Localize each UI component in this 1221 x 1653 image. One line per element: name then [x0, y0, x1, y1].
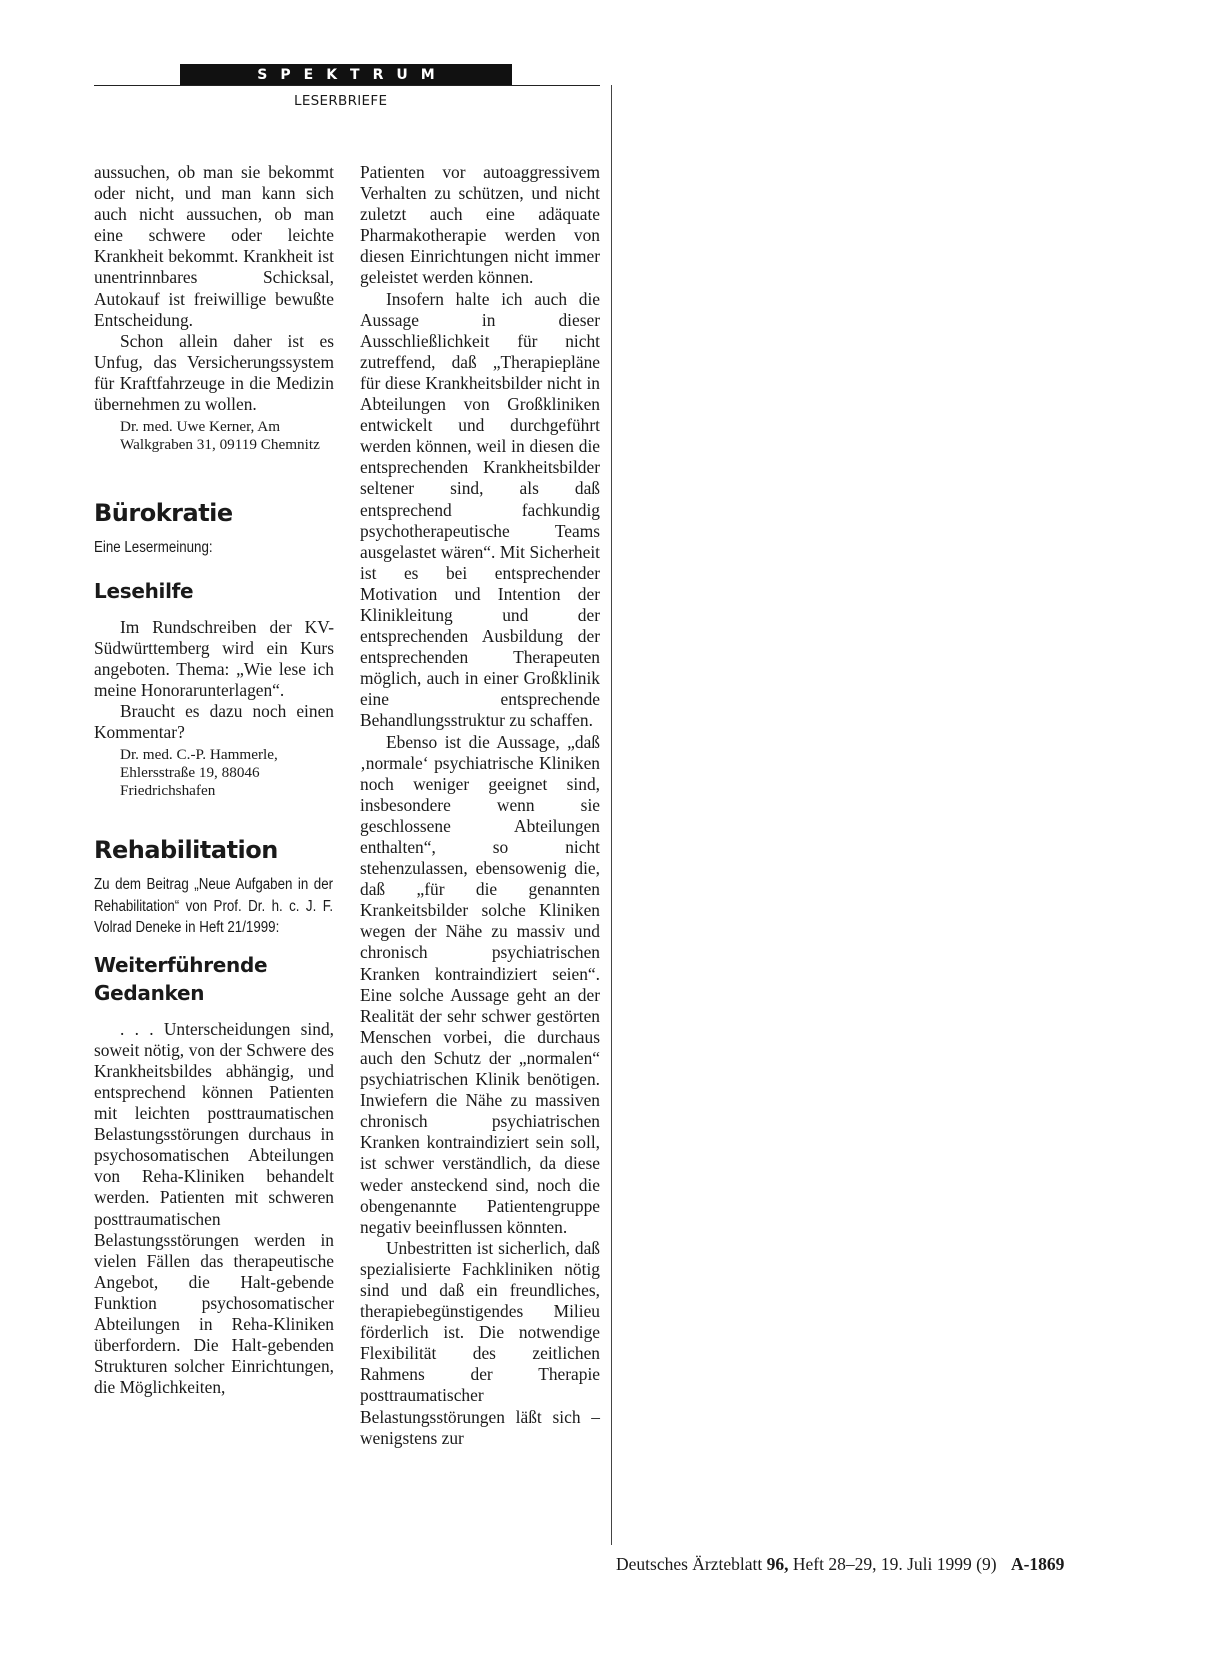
continuation-paragraph: Schon allein daher ist es Unfug, das Versicherungssystem für Kraftfahrzeuge in die Medizin übernehmen zu wollen.: [94, 330, 334, 415]
letter-paragraph: Patienten vor autoaggressivem Verhalten zu schützen, und nicht zuletzt auch eine adäquate Pharmakotherapie werden von diesen Einrichtungen nicht immer geleistet werden können.: [360, 162, 600, 288]
section-title: SPEKTRUM: [257, 66, 448, 83]
page-number: A-1869: [1010, 1554, 1065, 1574]
letter-paragraph: Im Rundschreiben der KV-Südwürttemberg wird ein Kurs angeboten. Thema: „Wie lese ich meine Honorarunterlagen“.: [94, 616, 334, 700]
section-header-bar: [180, 64, 512, 85]
subsection-label: LESERBRIEFE: [294, 93, 388, 109]
right-column: [360, 162, 600, 1449]
column-divider: [611, 85, 612, 1545]
letter-paragraph: Unbestritten ist sicherlich, daß spezialisierte Fachkliniken nötig sind und daß ein freundliches, therapiebegünstigendes Milieu förderlich ist. Die notwendige Flexibilität des zeitlichen Rahmens der Therapie posttraumatischer Belastungsstörungen läßt sich – wenigstens zur: [360, 1237, 600, 1448]
letter-paragraph: Insofern halte ich auch die Aussage in dieser Ausschließlichkeit für nicht zutreffend, daß „Therapiepläne für diese Krankheitsbilder nicht in Abteilungen von Großkliniken entwickelt und durchgeführt werden können, weil in diesen die entsprechenden Krankheitsbilder seltener sind, als daß entsprechend fachkundig psychotherapeutische Teams ausgelastet wären“. Mit Sicherheit ist es bei entsprechender Motivation und Intention der Klinikleitung und der entsprechenden Ausbildung der entsprechenden Therapeuten möglich, auch in einer Großklinik eine entsprechende Behandlungsstruktur zu schaffen.: [360, 288, 600, 731]
letter-signature: Dr. med. C.-P. Hammerle, Ehlersstraße 19, 88046 Friedrichshafen: [120, 746, 278, 800]
journal-volume: 96,: [766, 1554, 789, 1574]
letter-subheading: Lesehilfe: [94, 578, 194, 603]
letter-paragraph: . . . Unterscheidungen sind, soweit nötig, von der Schwere des Krankheitsbildes abhängig, und entsprechend können Patienten mit leichten posttraumatischen Belastungsstörungen durchaus in psychosomatischen Abteilungen von Reha-Kliniken behandelt werden. Patienten mit schweren posttraumatischen Belastungsstörungen werden in vielen Fällen das therapeutische Angebot, die Halt-gebende Funktion psychosomatischer Abteilungen in Reha-Kliniken überfordern. Die Halt-gebenden Strukturen solcher Einrichtungen, die Möglichkeiten,: [94, 1018, 334, 1398]
article-intro: Eine Lesermeinung:: [94, 539, 213, 557]
left-column: [94, 162, 334, 1398]
header-rule: [94, 85, 600, 86]
letter-signature: Dr. med. Uwe Kerner, Am Walkgraben 31, 09119 Chemnitz: [120, 418, 320, 454]
letter-subheading: Weiterführende Gedanken: [94, 952, 268, 1005]
journal-issue: Heft 28–29, 19. Juli 1999 (9): [792, 1554, 997, 1574]
continuation-paragraph: aussuchen, ob man sie bekommt oder nicht, und man kann sich auch nicht aussuchen, ob man eine schwere oder leichte Krankheit bekommt. Krankheit ist unentrinnbares Schicksal, Autokauf ist freiwillige bewußte Entscheidung.: [94, 162, 334, 330]
letter-paragraph: Ebenso ist die Aussage, „daß ‚normale‘ psychiatrische Kliniken noch weniger geeignet sind, insbesondere wenn sie geschlossene Abteilungen enthalten“, so nicht stehenzulassen, ebensowenig die, daß „für die genannten Krankeitsbilder solche Kliniken wegen der Nähe zu massiv und chronisch psychiatrischen Kranken kontraindiziert seien“. Eine solche Aussage geht an der Realität der sehr schwer gestörten Menschen vorbei, die durchaus auch den Schutz der „normalen“ psychiatrischen Klinik benötigen. Inwiefern die Nähe zu massiven chronisch psychiatrischen Kranken kontraindiziert sein soll, ist schwer verständlich, da diese weder ansteckend sind, noch die obengenannte Patientengruppe negativ beeinflussen könnten.: [360, 731, 600, 1237]
article-heading: Bürokratie: [94, 499, 233, 528]
journal-name: Deutsches Ärzteblatt: [616, 1554, 763, 1574]
page-footer: [616, 1554, 1064, 1575]
article-intro: Zu dem Beitrag „Neue Aufgaben in der Rehabilitation“ von Prof. Dr. h. c. J. F. Volrad Deneke in Heft 21/1999:: [94, 876, 334, 937]
letter-paragraph: Braucht es dazu noch einen Kommentar?: [94, 701, 334, 743]
article-heading: Rehabilitation: [94, 836, 278, 865]
